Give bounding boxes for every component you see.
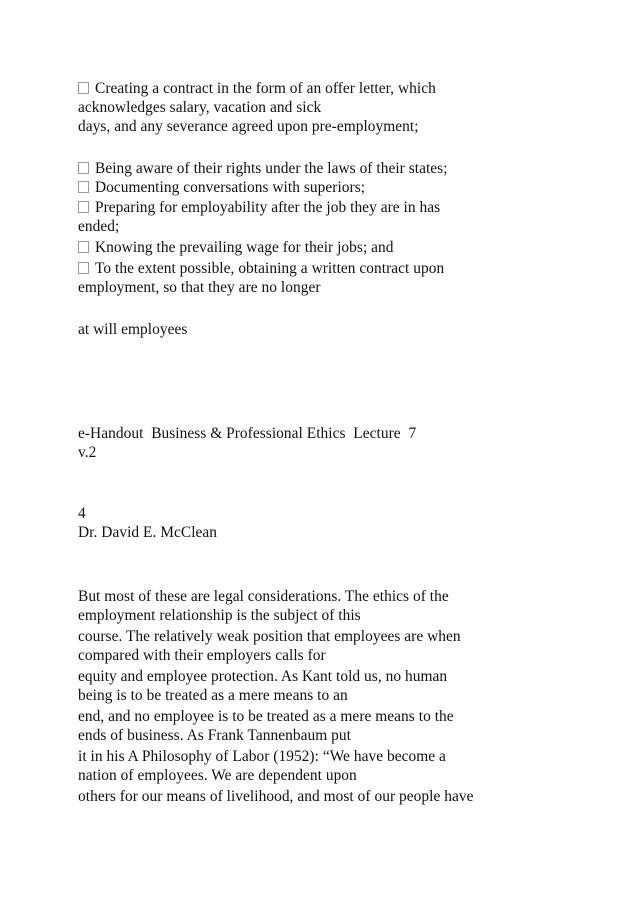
bullet-text: Knowing the prevailing wage for their jobs; and <box>95 239 394 256</box>
handout-title: e-Handout Business & Professional Ethics Lecture 7 <box>78 425 417 442</box>
paragraph-line: ends of business. As Frank Tannenbaum put <box>78 727 351 744</box>
paragraph-line: being is to be treated as a mere means to an <box>78 687 348 704</box>
bullet-continuation: acknowledges salary, vacation and sick <box>78 99 322 116</box>
bullet-item-employability <box>78 198 440 217</box>
paragraph-line: it in his A Philosophy of Labor (1952): “We have become a <box>78 748 446 765</box>
bullet-box-icon <box>78 181 89 193</box>
paragraph-line: nation of employees. We are dependent upon <box>78 767 357 784</box>
bullet-item-documenting <box>78 178 365 197</box>
paragraph-line: equity and employee protection. As Kant told us, no human <box>78 668 448 685</box>
bullet-item-prevailing-wage <box>78 238 394 257</box>
bullet-box-icon <box>78 241 89 253</box>
at-will-line: at will employees <box>78 321 188 338</box>
bullet-item-rights <box>78 159 448 178</box>
bullet-text: Being aware of their rights under the laws of their states; <box>95 160 448 177</box>
author-name: Dr. David E. McClean <box>78 524 218 541</box>
version-label: v.2 <box>78 444 97 461</box>
bullet-text: Documenting conversations with superiors; <box>95 179 366 196</box>
bullet-continuation: ended; <box>78 218 120 235</box>
bullet-box-icon <box>78 82 89 94</box>
page-number: 4 <box>78 505 86 522</box>
bullet-box-icon <box>78 162 89 174</box>
paragraph-line: course. The relatively weak position that employees are when <box>78 628 461 645</box>
bullet-continuation: employment, so that they are no longer <box>78 279 321 296</box>
bullet-text: Creating a contract in the form of an offer letter, which <box>95 80 436 97</box>
bullet-text: Preparing for employability after the job they are in has <box>95 199 441 216</box>
paragraph-line: employment relationship is the subject of this <box>78 607 361 624</box>
bullet-text: To the extent possible, obtaining a written contract upon <box>95 260 445 277</box>
paragraph-line: compared with their employers calls for <box>78 647 326 664</box>
paragraph-line: But most of these are legal considerations. The ethics of the <box>78 588 449 605</box>
bullet-box-icon <box>78 262 89 274</box>
bullet-box-icon <box>78 201 89 213</box>
bullet-item-written-contract <box>78 259 444 278</box>
bullet-continuation: days, and any severance agreed upon pre-employment; <box>78 118 419 135</box>
paragraph-line: end, and no employee is to be treated as a mere means to the <box>78 708 454 725</box>
paragraph-line: others for our means of livelihood, and most of our people have <box>78 788 474 805</box>
bullet-item-offer-letter <box>78 79 436 98</box>
